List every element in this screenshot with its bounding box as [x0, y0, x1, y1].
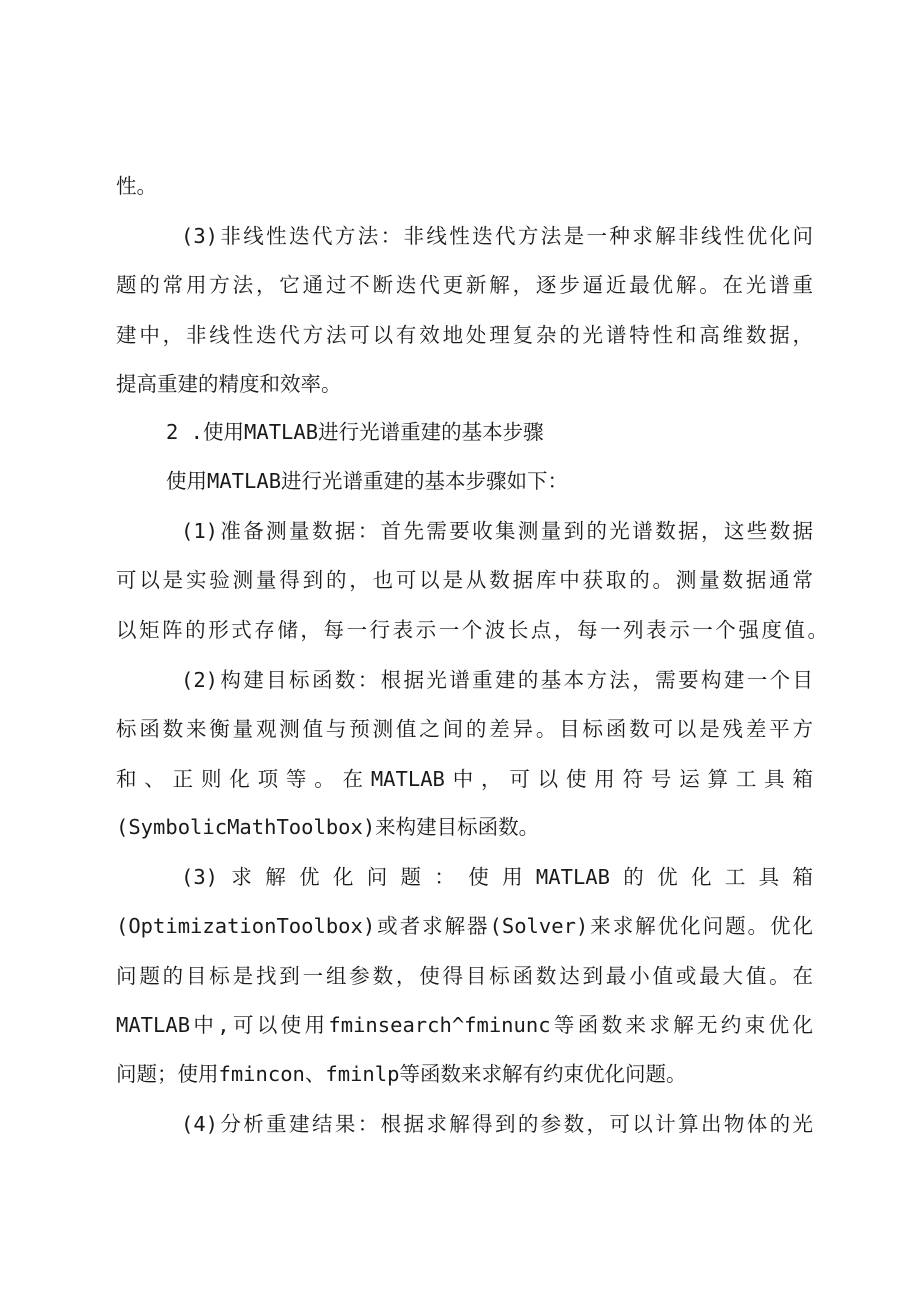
- text-line: (3)求解优化问题：使用MATLAB的优化工具箱: [181, 865, 813, 889]
- text-line: (4)分析重建结果：根据求解得到的参数，可以计算出物体的光: [181, 1112, 813, 1136]
- text-line: (3)非线性迭代方法：非线性迭代方法是一种求解非线性优化问: [181, 224, 813, 248]
- text-line: 性。: [116, 174, 157, 198]
- text-line: MATLAB中,可以使用fminsearch^fminunc等函数来求解无约束优化: [116, 1013, 813, 1037]
- text-line: (2)构建目标函数：根据光谱重建的基本方法，需要构建一个目: [181, 668, 813, 692]
- text-line: 可以是实验测量得到的，也可以是从数据库中获取的。测量数据通常: [116, 568, 813, 592]
- text-line: 标函数来衡量观测值与预测值之间的差异。目标函数可以是残差平方: [116, 717, 813, 741]
- text-line: 题的常用方法，它通过不断迭代更新解，逐步逼近最优解。在光谱重: [116, 273, 813, 297]
- text-line: 问题的目标是找到一组参数，使得目标函数达到最小值或最大值。在: [116, 964, 813, 988]
- section-heading: 2 .使用MATLAB进行光谱重建的基本步骤: [166, 420, 544, 444]
- text-line: (OptimizationToolbox)或者求解器(Solver)来求解优化问题。优化: [116, 914, 813, 938]
- text-line: 问题；使用fmincon、fminlp等函数来求解有约束优化问题。: [116, 1062, 687, 1086]
- text-line: 提高重建的精度和效率。: [116, 372, 342, 396]
- text-line: 使用MATLAB进行光谱重建的基本步骤如下：: [166, 469, 569, 493]
- text-line: (1)准备测量数据：首先需要收集测量到的光谱数据，这些数据: [181, 519, 813, 543]
- text-line: 和、正则化项等。在MATLAB中，可以使用符号运算工具箱: [116, 767, 813, 791]
- text-line: 建中，非线性迭代方法可以有效地处理复杂的光谱特性和高维数据，: [116, 323, 813, 347]
- text-line: (SymbolicMathToolbox)来构建目标函数。: [116, 815, 540, 839]
- text-line: 以矩阵的形式存储，每一行表示一个波长点，每一列表示一个强度值。: [116, 618, 828, 642]
